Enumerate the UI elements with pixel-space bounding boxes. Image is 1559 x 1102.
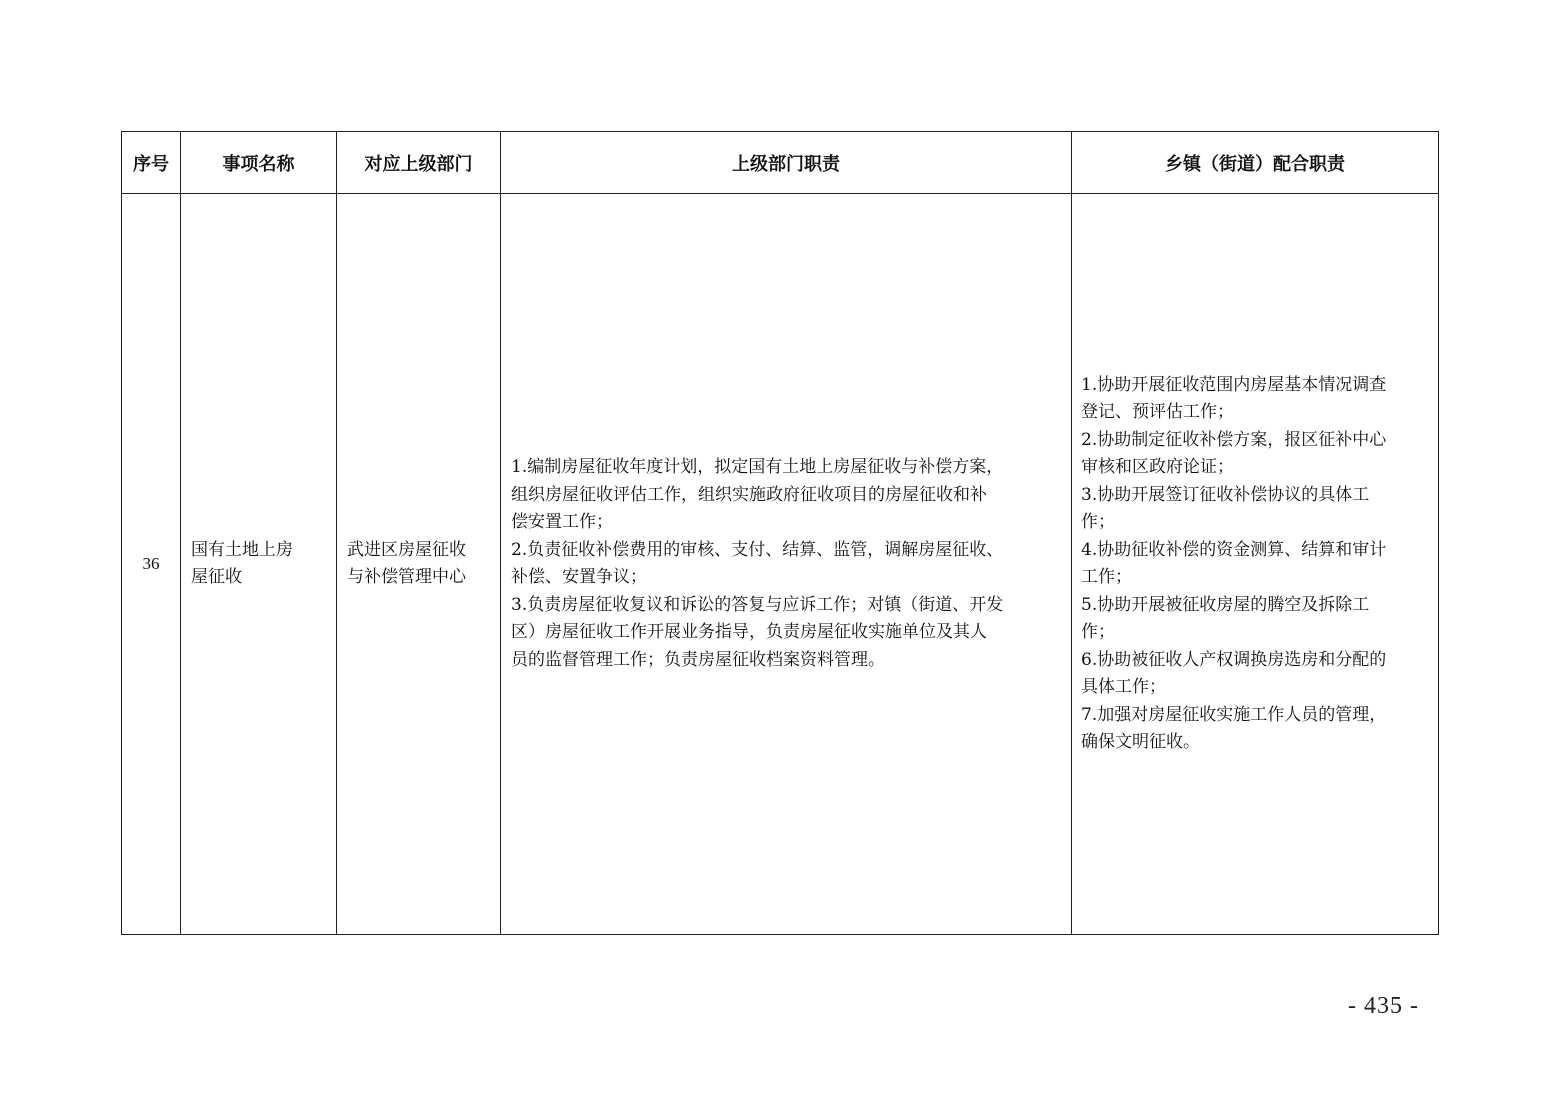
cell-upper-duty (501, 194, 1072, 935)
upper-duty-line: 3.负责房屋征收复议和诉讼的答复与应诉工作；对镇（街道、开发 (511, 594, 1004, 615)
town-duty-line: 具体工作； (1081, 677, 1166, 697)
header-item-name: 事项名称 (181, 132, 337, 194)
town-duty-line: 作； (1081, 622, 1115, 642)
town-duty-line: 审核和区政府论证； (1081, 457, 1234, 477)
upper-duty-line: 组织房屋征收评估工作，组织实施政府征收项目的房屋征收和补 (511, 484, 987, 505)
town-duty-line: 6.协助被征收人产权调换房选房和分配的 (1081, 649, 1387, 670)
item-name-line: 国有土地上房 (191, 539, 293, 560)
town-duty-line: 4.协助征收补偿的资金测算、结算和审计 (1081, 539, 1387, 560)
table-header-row (122, 132, 1439, 194)
town-duty-line: 登记、预评估工作； (1081, 402, 1234, 422)
town-duty-line: 工作； (1081, 567, 1132, 587)
upper-duty-line: 员的监督管理工作；负责房屋征收档案资料管理。 (511, 649, 885, 670)
upper-duty-line: 区）房屋征收工作开展业务指导，负责房屋征收实施单位及其人 (511, 622, 987, 642)
town-duty-line: 2.协助制定征收补偿方案，报区征补中心 (1081, 429, 1387, 450)
town-duty-line: 3.协助开展签订征收补偿协议的具体工 (1081, 484, 1370, 505)
cell-town-duty (1072, 194, 1439, 935)
item-name-line: 屋征收 (191, 567, 242, 587)
town-duty-line: 作； (1081, 512, 1115, 532)
upper-duty-line: 1.编制房屋征收年度计划，拟定国有土地上房屋征收与补偿方案， (511, 457, 1004, 477)
page-number: - 435 - (1348, 993, 1419, 1019)
header-town-duty: 乡镇（街道）配合职责 (1072, 132, 1439, 194)
dept-line: 与补偿管理中心 (347, 567, 466, 587)
cell-seq: 36 (122, 194, 181, 935)
dept-line: 武进区房屋征收 (347, 539, 466, 560)
header-seq: 序号 (122, 132, 181, 194)
duty-table (121, 131, 1439, 935)
town-duty-line: 确保文明征收。 (1081, 732, 1200, 752)
upper-duty-line: 偿安置工作； (511, 512, 613, 532)
header-upper-dept: 对应上级部门 (337, 132, 501, 194)
upper-duty-line: 2.负责征收补偿费用的审核、支付、结算、监管，调解房屋征收、 (511, 539, 1004, 560)
cell-item-name (181, 194, 337, 935)
header-upper-duty: 上级部门职责 (501, 132, 1072, 194)
table-row (122, 194, 1439, 935)
town-duty-line: 1.协助开展征收范围内房屋基本情况调查 (1081, 374, 1387, 395)
town-duty-line: 5.协助开展被征收房屋的腾空及拆除工 (1081, 594, 1370, 615)
town-duty-line: 7.加强对房屋征收实施工作人员的管理， (1081, 704, 1387, 725)
upper-duty-line: 补偿、安置争议； (511, 567, 647, 587)
cell-upper-dept (337, 194, 501, 935)
